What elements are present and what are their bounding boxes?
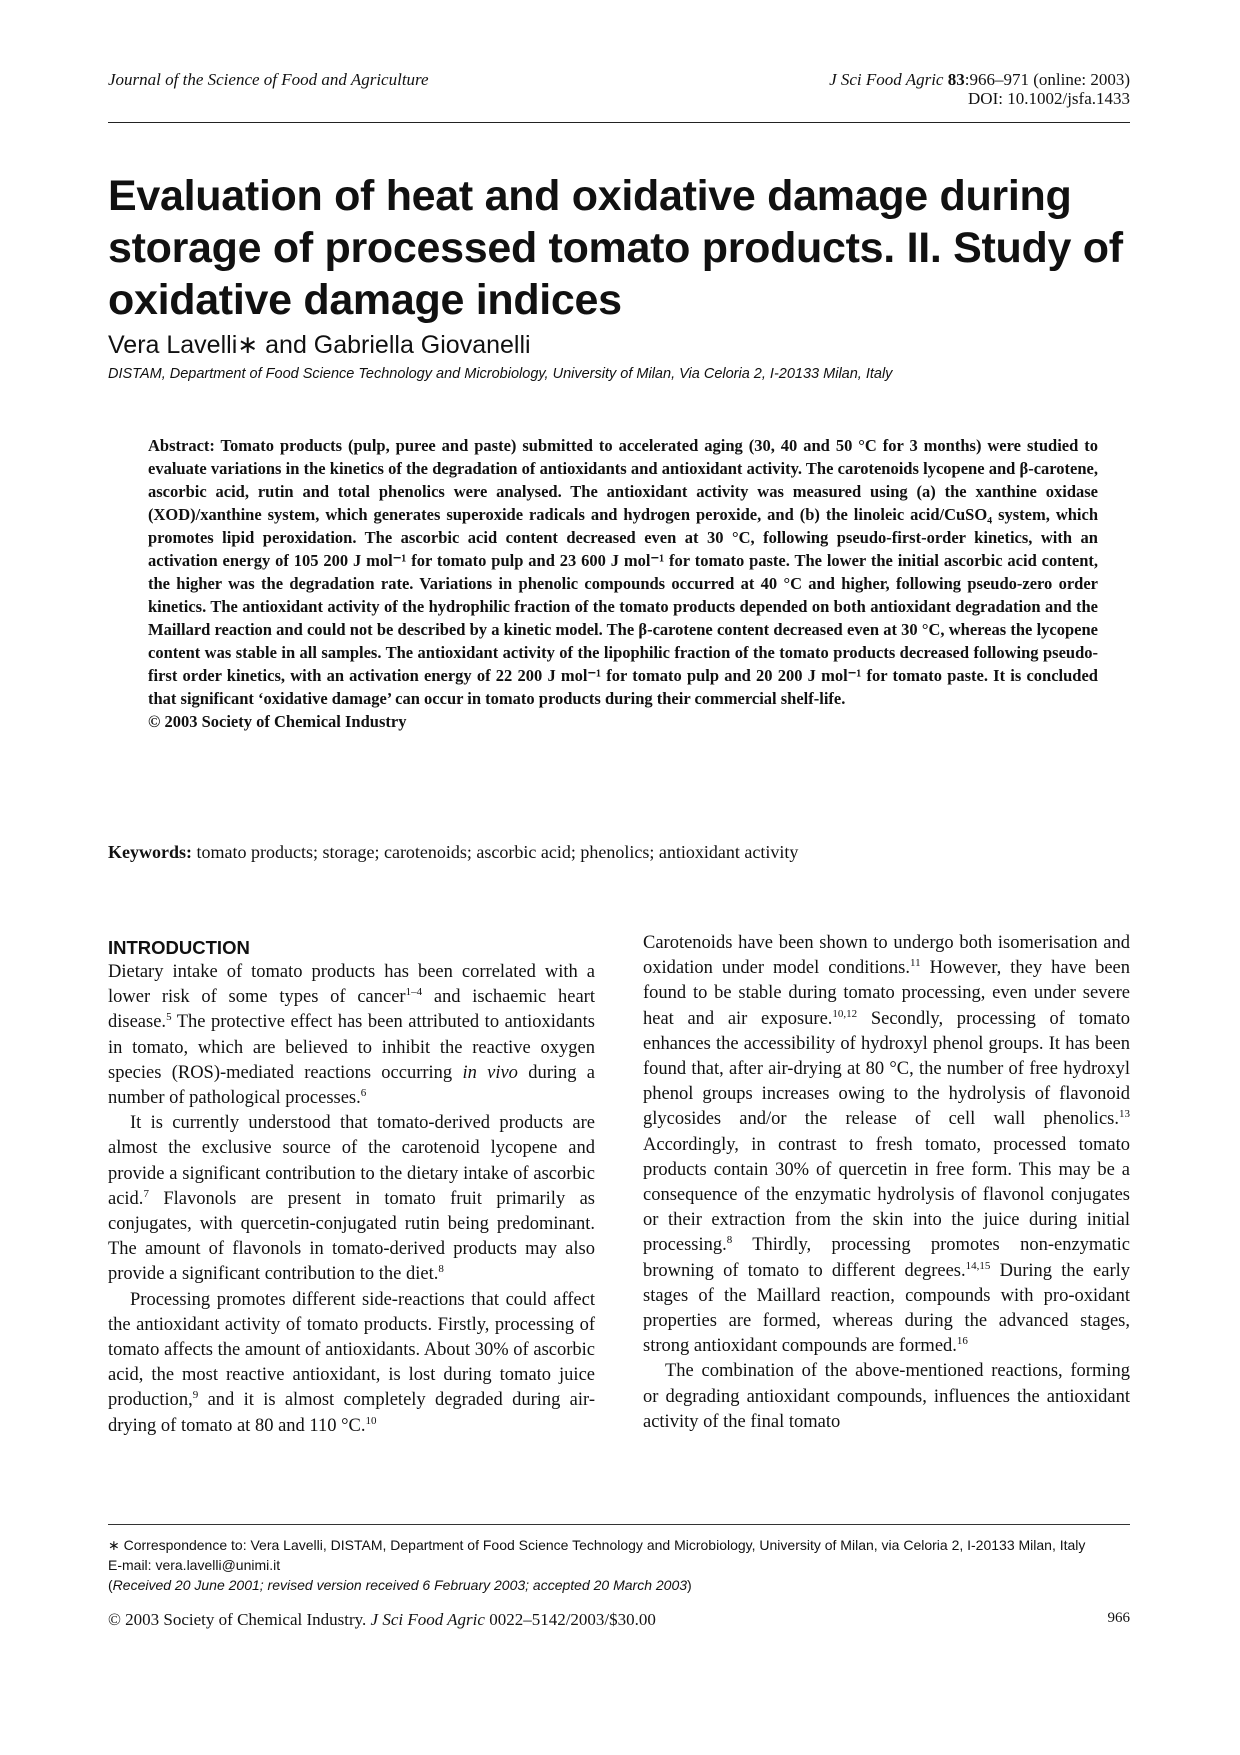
text-run: and it is almost completely degraded during air-drying of tomato at 80 and 110 °C. bbox=[108, 1390, 595, 1436]
footnote-rule bbox=[108, 1524, 1130, 1525]
intro-paragraph-4 bbox=[643, 931, 1130, 1359]
keywords bbox=[108, 842, 798, 863]
citation-ref: 13 bbox=[1119, 1108, 1130, 1121]
received-dates-text: Received 20 June 2001; revised version received 6 February 2003; accepted 20 March 2003 bbox=[112, 1577, 688, 1593]
paren-open: ( bbox=[108, 1577, 113, 1593]
page-footer bbox=[108, 1610, 1130, 1630]
keywords-text: tomato products; storage; carotenoids; ascorbic acid; phenolics; antioxidant activity bbox=[196, 842, 799, 862]
paren-close: ) bbox=[687, 1577, 692, 1593]
author-list: Vera Lavelli∗ and Gabriella Giovanelli bbox=[108, 331, 531, 359]
citation-ref: 8 bbox=[726, 1234, 733, 1247]
text-run: Thirdly, processing promotes non-enzymatic browning of tomato to different degrees. bbox=[643, 1235, 1130, 1281]
running-header bbox=[108, 70, 1130, 112]
italic-term: in vivo bbox=[462, 1062, 518, 1083]
column-right bbox=[643, 931, 1130, 1435]
email-link[interactable]: E-mail: vera.lavelli@unimi.it bbox=[108, 1557, 281, 1573]
footer-journal: J Sci Food Agric bbox=[370, 1610, 485, 1629]
text-run: The protective effect has been attributed to antioxidants in tomato, which are believed to inhibit the reactive oxygen species (ROS)-mediated reactions occurring bbox=[108, 1012, 595, 1083]
text-run: Dietary intake of tomato products has been correlated with a lower risk of some types of cancer bbox=[108, 962, 595, 1008]
correspondence-note: ∗ Correspondence to: Vera Lavelli, DISTAM, Department of Food Science Technology and Microbiology, University of Milan, via Celoria 2, I-20133 Milan, Italy bbox=[108, 1537, 1086, 1553]
column-left bbox=[108, 935, 595, 1439]
citation-line bbox=[829, 70, 1130, 89]
text-run: Accordingly, in contrast to fresh tomato, processed tomato products contain 30% of quercetin in free form. This may be a consequence of the enzymatic hydrolysis of flavonol conjugates or their extraction from the skin into the juice during initial processing. bbox=[643, 1134, 1130, 1256]
citation-ref: 6 bbox=[360, 1087, 367, 1100]
text-run: Processing promotes different side-reactions that could affect the antioxidant activity of tomato products. Firstly, processing of tomato affects the amount of antioxidants. About 30% of ascorbic acid, the most reactive antioxidant, is lost during tomato juice production, bbox=[108, 1289, 595, 1411]
citation-pages: :966–971 (online: 2003) bbox=[964, 70, 1130, 89]
journal-name: Journal of the Science of Food and Agriculture bbox=[108, 70, 429, 89]
article-title: Evaluation of heat and oxidative damage during storage of processed tomato products. II. Study of oxidative damage indices bbox=[108, 172, 1123, 324]
footnotes bbox=[108, 1535, 1130, 1595]
citation-ref: 16 bbox=[956, 1335, 968, 1348]
citation-ref: 10,12 bbox=[832, 1007, 858, 1020]
footer-copyright: © 2003 Society of Chemical Industry. bbox=[108, 1610, 367, 1629]
text-run: Flavonols are present in tomato fruit primarily as conjugates, with quercetin-conjugated rutin being predominant. The amount of flavonols in tomato-derived products may also provide a significant contribution to the diet. bbox=[108, 1188, 595, 1285]
abstract bbox=[148, 434, 1098, 733]
abstract-copyright: © 2003 Society of Chemical Industry bbox=[148, 712, 407, 731]
intro-paragraph-2 bbox=[108, 1111, 595, 1287]
citation-ref: 9 bbox=[192, 1389, 199, 1402]
author-affiliation: DISTAM, Department of Food Science Technology and Microbiology, University of Milan, Via Celoria 2, I-20133 Milan, Italy bbox=[108, 366, 893, 382]
citation-ref: 7 bbox=[143, 1187, 149, 1200]
intro-paragraph-3 bbox=[108, 1288, 595, 1439]
text-run: and ischaemic heart disease. bbox=[108, 987, 595, 1033]
header-rule bbox=[108, 122, 1130, 123]
citation-ref: 11 bbox=[909, 957, 921, 970]
intro-paragraph-5: The combination of the above-mentioned reactions, forming or degrading antioxidant compounds, influences the antioxidant activity of the final tomato bbox=[643, 1361, 1130, 1432]
footer-issn: 0022–5142/2003/$30.00 bbox=[489, 1610, 656, 1629]
citation-ref: 1–4 bbox=[405, 986, 423, 999]
citation-ref: 14,15 bbox=[965, 1259, 991, 1272]
citation-journal: J Sci Food Agric bbox=[829, 70, 944, 89]
text-run: during a number of pathological processes. bbox=[108, 1062, 595, 1109]
text-run: Secondly, processing of tomato enhances the accessibility of hydroxyl phenol groups. It has been found that, after air-drying at 80 °C, the number of free hydroxyl phenol groups increases owing to the hydrolysis of flavonoid glycosides and/or the release of cell wall phenolics. bbox=[643, 1008, 1130, 1130]
section-heading-introduction: INTRODUCTION bbox=[108, 937, 250, 958]
text-run: However, they have been found to be stable during tomato processing, even under severe heat and air exposure. bbox=[643, 958, 1130, 1029]
citation-volume: 83 bbox=[947, 70, 965, 89]
citation-ref: 5 bbox=[166, 1011, 172, 1024]
citation-ref: 10 bbox=[365, 1414, 377, 1427]
received-dates bbox=[108, 1575, 1130, 1595]
abstract-body: Abstract: Tomato products (pulp, puree and paste) submitted to accelerated aging (30, 40 and 50 °C for 3 months) were studied to evaluate variations in the kinetics of the degradation of antioxidants and antioxidant activity. The carotenoids lycopene and β-carotene, ascorbic acid, rutin and total phenolics were analysed. The antioxidant activity was measured using (a) the xanthine oxidase (XOD)/xanthine system, which generates superoxide radicals and hydrogen peroxide, and (b) the linoleic acid/CuSO₄ system, which promotes lipid peroxidation. The ascorbic acid content decreased even at 30 °C, following pseudo-first-order kinetics, with an activation energy of 105 200 J mol⁻¹ for tomato pulp and 23 600 J mol⁻¹ for tomato paste. The lower the initial ascorbic acid content, the higher was the degradation rate. Variations in phenolic compounds occurred at 40 °C and higher, following pseudo-zero order kinetics. The antioxidant activity of the hydrophilic fraction of the tomato products depended on both antioxidant degradation and the Maillard reaction and could not be described by a kinetic model. The β-carotene content decreased even at 30 °C, whereas the lycopene content was stable in all samples. The antioxidant activity of the lipophilic fraction of the tomato products decreased following pseudo-first order kinetics, with an activation energy of 22 200 J mol⁻¹ for tomato pulp and 20 200 J mol⁻¹ for tomato paste. It is concluded that significant ‘oxidative damage’ can occur in tomato products during their commercial shelf-life. bbox=[148, 436, 1098, 708]
text-run: Carotenoids have been shown to undergo both isomerisation and oxidation under model conditions. bbox=[643, 933, 1130, 979]
citation-block bbox=[829, 70, 1130, 108]
text-run: It is currently understood that tomato-derived products are almost the exclusive source of the carotenoid lycopene and provide a significant contribution to the dietary intake of ascorbic acid. bbox=[108, 1113, 595, 1209]
citation-ref: 8 bbox=[438, 1263, 444, 1276]
page-number: 966 bbox=[1107, 1610, 1130, 1626]
doi: DOI: 10.1002/jsfa.1433 bbox=[968, 89, 1130, 108]
text-run: During the early stages of the Maillard reaction, compounds with pro-oxidant properties are formed, whereas during the advanced stages, strong antioxidant compounds are formed. bbox=[643, 1260, 1130, 1357]
keywords-label: Keywords: bbox=[108, 842, 192, 862]
intro-paragraph-1 bbox=[108, 960, 595, 1111]
